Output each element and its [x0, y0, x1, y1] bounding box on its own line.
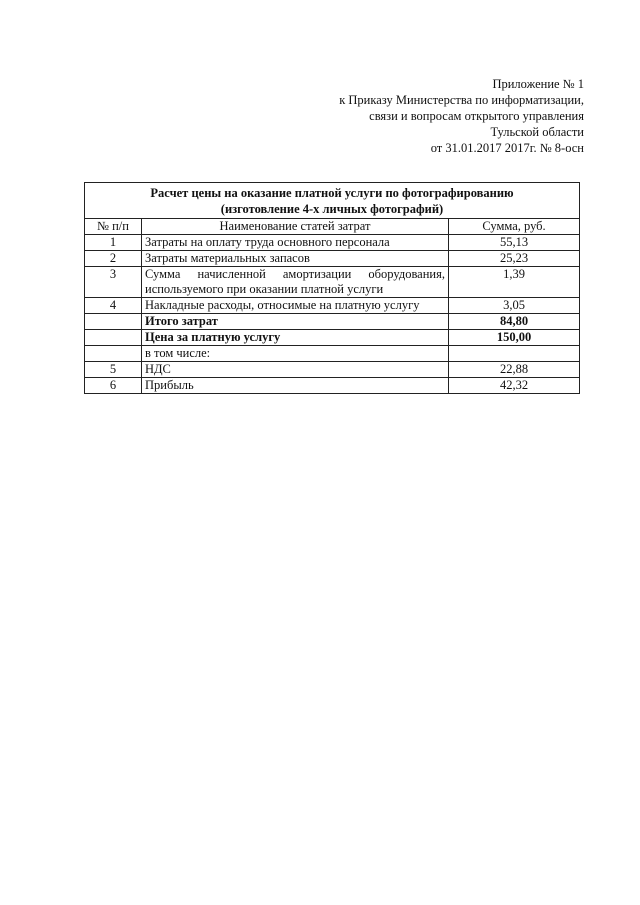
row-num: 3: [85, 267, 142, 298]
row-num: 4: [85, 298, 142, 314]
row-num: 1: [85, 235, 142, 251]
including-sum: [449, 346, 580, 362]
total-row: [85, 314, 580, 330]
row-num: 5: [85, 362, 142, 378]
row-sum: 1,39: [449, 267, 580, 298]
table-title-row: [85, 183, 580, 219]
table-row: [85, 267, 580, 298]
price-num: [85, 330, 142, 346]
row-sum: 22,88: [449, 362, 580, 378]
header-name: Наименование статей затрат: [142, 219, 449, 235]
table-title: [85, 183, 580, 219]
header-date-number: от 31.01.2017 2017г. № 8-осн: [430, 141, 584, 155]
total-num: [85, 314, 142, 330]
header-sum: Сумма, руб.: [449, 219, 580, 235]
total-sum: 84,80: [449, 314, 580, 330]
table-row: [85, 251, 580, 267]
row-num: 2: [85, 251, 142, 267]
row-sum: 25,23: [449, 251, 580, 267]
row-sum: 42,32: [449, 378, 580, 394]
table-header-row: [85, 219, 580, 235]
price-label: Цена за платную услугу: [142, 330, 449, 346]
header-ministry: связи и вопросам открытого управления: [369, 109, 584, 123]
price-row: [85, 330, 580, 346]
header-appendix: Приложение № 1: [492, 77, 584, 91]
table-row: [85, 362, 580, 378]
price-sum: 150,00: [449, 330, 580, 346]
row-name: Сумма начисленной амортизации оборудования, используемого при оказании платной услуги: [142, 267, 449, 298]
table-row: [85, 235, 580, 251]
row-name: Прибыль: [142, 378, 449, 394]
including-num: [85, 346, 142, 362]
table-row: [85, 378, 580, 394]
header-num: № п/п: [85, 219, 142, 235]
row-name: Накладные расходы, относимые на платную услугу: [142, 298, 449, 314]
document-header: [339, 76, 584, 156]
including-label: в том числе:: [142, 346, 449, 362]
total-label: Итого затрат: [142, 314, 449, 330]
row-name: Затраты на оплату труда основного персонала: [142, 235, 449, 251]
table-title-line2: (изготовление 4-х личных фотографий): [220, 202, 444, 216]
row-name: НДС: [142, 362, 449, 378]
row-sum: 3,05: [449, 298, 580, 314]
table-title-line1: Расчет цены на оказание платной услуги по фотографированию: [150, 186, 514, 200]
header-order-ref: к Приказу Министерства по информатизации,: [339, 93, 584, 107]
row-name: Затраты материальных запасов: [142, 251, 449, 267]
row-sum: 55,13: [449, 235, 580, 251]
header-region: Тульской области: [490, 125, 584, 139]
cost-calculation-table: [84, 182, 580, 394]
including-row: [85, 346, 580, 362]
table-row: [85, 298, 580, 314]
row-num: 6: [85, 378, 142, 394]
